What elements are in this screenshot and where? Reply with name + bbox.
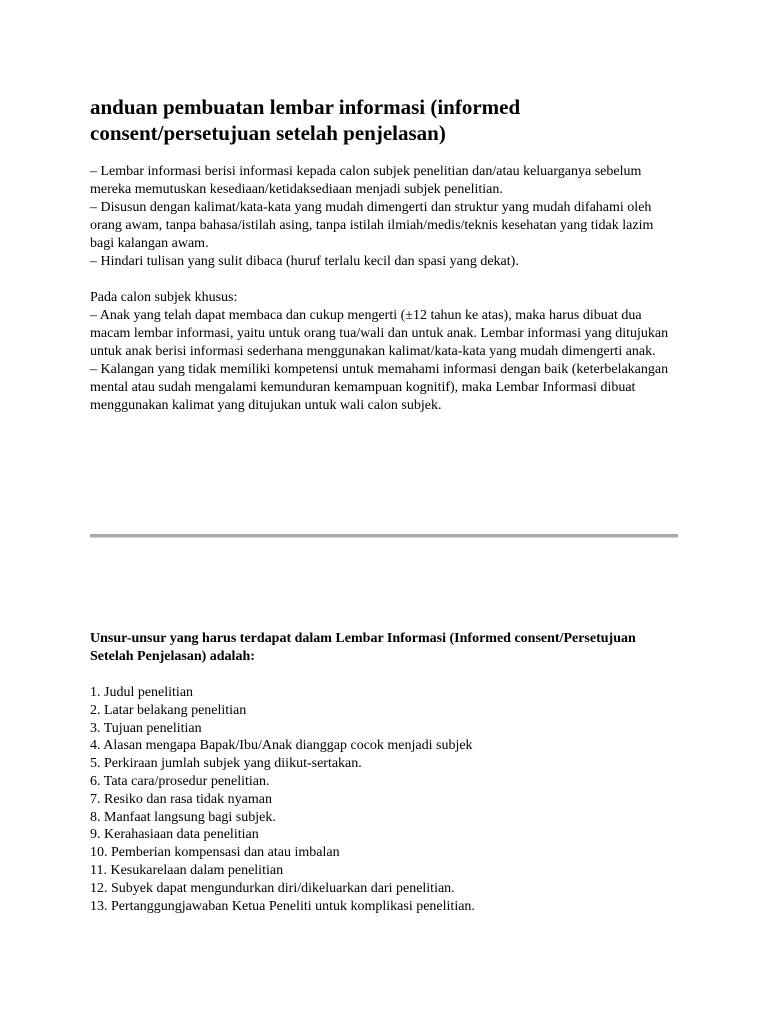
- intro-paragraph: – Lembar informasi berisi informasi kepada calon subjek penelitian dan/atau keluarganya sebelum mereka memutuskan kesediaan/ketidaksediaan menjadi subjek penelitian.: [90, 164, 642, 197]
- special-subjects-heading: Pada calon subjek khusus:: [90, 290, 238, 305]
- intro-paragraph: – Disusun dengan kalimat/kata-kata yang mudah dimengerti dan struktur yang mudah difahami oleh orang awam, tanpa bahasa/istilah asing, tanpa istilah ilmiah/medis/teknis kesehatan yang tidak lazim bagi kalangan awam.: [90, 200, 654, 251]
- list-item: 6. Tata cara/prosedur penelitian.: [90, 773, 270, 789]
- list-item: 4. Alasan mengapa Bapak/Ibu/Anak dianggap cocok menjadi subjek: [90, 738, 473, 754]
- intro-paragraph: – Hindari tulisan yang sulit dibaca (huruf terlalu kecil dan spasi yang dekat).: [90, 254, 519, 269]
- paragraph-gap: [90, 271, 680, 289]
- list-item: 1. Judul penelitian: [90, 685, 194, 700]
- special-subjects-paragraph: – Anak yang telah dapat membaca dan cukup mengerti (±12 tahun ke atas), maka harus dibuat dua macam lembar informasi, yaitu untuk orang tua/wali dan untuk anak. Lembar informasi yang ditujukan untuk anak berisi informasi sederhana menggunakan kalimat/kata-kata yang mudah dimengerti anak.: [90, 308, 669, 359]
- list-item: 10. Pemberian kompensasi dan atau imbalan: [90, 845, 340, 861]
- list-item: 5. Perkiraan jumlah subjek yang diikut-sertakan.: [90, 756, 362, 772]
- intro-section: [90, 163, 680, 415]
- list-item: 13. Pertanggungjawaban Ketua Peneliti untuk komplikasi penelitian.: [90, 898, 475, 914]
- list-item: 2. Latar belakang penelitian: [90, 702, 247, 718]
- elements-list: [90, 684, 680, 915]
- special-subjects-paragraph: – Kalangan yang tidak memiliki kompetensi untuk memahami informasi dengan baik (keterbelakangan mental atau sudah mengalami kemunduran kemampuan kognitif), maka Lembar Informasi dibuat menggunakan kalimat yang ditujukan untuk wali calon subjek.: [90, 362, 669, 413]
- list-item: 8. Manfaat langsung bagi subjek.: [90, 809, 276, 825]
- document-title: anduan pembuatan lembar informasi (informed consent/persetujuan setelah penjelasan): [90, 95, 521, 145]
- horizontal-divider: [90, 534, 678, 538]
- list-item: 11. Kesukarelaan dalam penelitian: [90, 862, 284, 878]
- list-item: 9. Kerahasiaan data penelitian: [90, 827, 259, 843]
- list-item: 12. Subyek dapat mengundurkan diri/dikeluarkan dari penelitian.: [90, 880, 455, 896]
- list-item: 7. Resiko dan rasa tidak nyaman: [90, 791, 272, 807]
- elements-heading: Unsur-unsur yang harus terdapat dalam Lembar Informasi (Informed consent/Persetujuan Setelah Penjelasan) adalah:: [90, 631, 636, 664]
- list-item: 3. Tujuan penelitian: [90, 720, 202, 736]
